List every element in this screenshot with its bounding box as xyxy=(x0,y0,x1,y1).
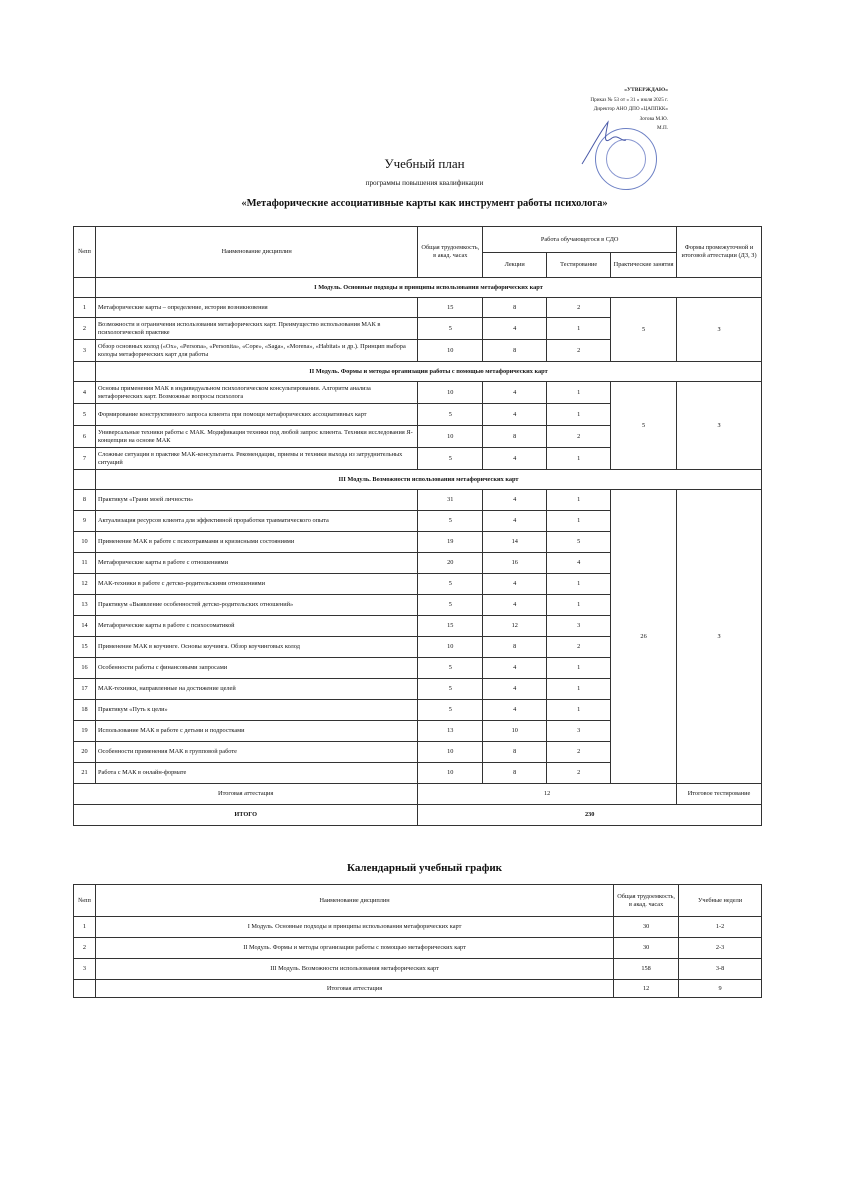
cal-row-weeks: 1-2 xyxy=(679,917,762,938)
row-name: Универсальные техники работы с МАК. Модификация техники под любой запрос клиента. Техники исследования Я-концепции на основе МАК xyxy=(95,426,417,448)
row-name: Работа с МАК в онлайн-формате xyxy=(95,763,417,784)
row-lectures: 4 xyxy=(483,490,547,511)
row-num: 9 xyxy=(74,511,96,532)
row-name: Возможности и ограничения использования метафорических карт. Преимущество использования МАК в психологической практике xyxy=(95,318,417,340)
row-num: 17 xyxy=(74,679,96,700)
row-lectures: 12 xyxy=(483,616,547,637)
cal-col-total: Общая трудоемкость, в акад. часах xyxy=(614,885,679,917)
row-total: 31 xyxy=(418,490,483,511)
row-lectures: 16 xyxy=(483,553,547,574)
row-testing: 2 xyxy=(547,742,611,763)
col-forms: Формы промежуточной и итоговой аттестации (ДЗ, З) xyxy=(677,227,762,278)
row-num: 14 xyxy=(74,616,96,637)
module-practice: 5 xyxy=(611,298,677,362)
row-testing: 1 xyxy=(547,490,611,511)
row-num: 6 xyxy=(74,426,96,448)
page-title: Учебный план xyxy=(384,156,465,171)
cal-row-name: Итоговая аттестация xyxy=(95,980,613,998)
row-testing: 1 xyxy=(547,318,611,340)
row-num: 19 xyxy=(74,721,96,742)
row-num: 12 xyxy=(74,574,96,595)
row-num: 18 xyxy=(74,700,96,721)
cal-row-num: 1 xyxy=(74,917,96,938)
row-lectures: 8 xyxy=(483,763,547,784)
row-num: 11 xyxy=(74,553,96,574)
row-lectures: 8 xyxy=(483,426,547,448)
row-num: 5 xyxy=(74,404,96,426)
col-lectures: Лекции xyxy=(483,253,547,278)
row-name: Практикум «Выявление особенностей детско-родительских отношений» xyxy=(95,595,417,616)
module-practice: 26 xyxy=(611,490,677,784)
row-testing: 2 xyxy=(547,426,611,448)
row-total: 10 xyxy=(418,340,483,362)
cal-row-name: III Модуль. Возможности использования метафорических карт xyxy=(95,959,613,980)
row-lectures: 10 xyxy=(483,721,547,742)
cal-row-total: 12 xyxy=(614,980,679,998)
col-testing: Тестирование xyxy=(547,253,611,278)
row-testing: 1 xyxy=(547,700,611,721)
cal-col-weeks: Учебные недели xyxy=(679,885,762,917)
row-testing: 1 xyxy=(547,511,611,532)
final-form: Итоговое тестирование xyxy=(677,784,762,805)
row-testing: 2 xyxy=(547,340,611,362)
row-testing: 2 xyxy=(547,763,611,784)
col-practice: Практические занятия xyxy=(611,253,677,278)
row-lectures: 4 xyxy=(483,700,547,721)
row-name: Метафорические карты в работе с психосоматикой xyxy=(95,616,417,637)
final-hours: 12 xyxy=(418,784,677,805)
row-total: 5 xyxy=(418,700,483,721)
row-testing: 3 xyxy=(547,721,611,742)
col-num: №пп xyxy=(74,227,96,278)
row-name: Применение МАК в коучинге. Основы коучинга. Обзор коучинговых колод xyxy=(95,637,417,658)
cal-col-name: Наименование дисциплин xyxy=(95,885,613,917)
cal-row-num xyxy=(74,980,96,998)
cal-row-weeks: 3-8 xyxy=(679,959,762,980)
row-total: 20 xyxy=(418,553,483,574)
approval-name: Зотова М.Ю. xyxy=(639,115,668,122)
row-lectures: 4 xyxy=(483,382,547,404)
row-num: 10 xyxy=(74,532,96,553)
row-total: 5 xyxy=(418,658,483,679)
row-num: 21 xyxy=(74,763,96,784)
module-form: З xyxy=(677,382,762,470)
module-title: I Модуль. Основные подходы и принципы использования метафорических карт xyxy=(95,278,761,298)
curriculum-table xyxy=(73,226,762,826)
row-total: 10 xyxy=(418,382,483,404)
row-testing: 1 xyxy=(547,404,611,426)
row-total: 15 xyxy=(418,616,483,637)
row-num: 4 xyxy=(74,382,96,404)
final-label: Итоговая аттестация xyxy=(74,784,418,805)
cal-row-total: 158 xyxy=(614,959,679,980)
total-label: ИТОГО xyxy=(74,805,418,826)
row-num: 20 xyxy=(74,742,96,763)
row-name: Метафорические карты в работе с отношениями xyxy=(95,553,417,574)
row-lectures: 4 xyxy=(483,574,547,595)
row-lectures: 8 xyxy=(483,298,547,318)
row-testing: 1 xyxy=(547,658,611,679)
cal-row-weeks: 9 xyxy=(679,980,762,998)
row-num: 7 xyxy=(74,448,96,470)
row-testing: 5 xyxy=(547,532,611,553)
row-num: 16 xyxy=(74,658,96,679)
row-testing: 4 xyxy=(547,553,611,574)
row-lectures: 4 xyxy=(483,448,547,470)
cal-row-num: 3 xyxy=(74,959,96,980)
program-title: «Метафорические ассоциативные карты как инструмент работы психолога» xyxy=(241,198,608,209)
row-name: МАК-техники, направленные на достижение целей xyxy=(95,679,417,700)
row-num: 8 xyxy=(74,490,96,511)
row-testing: 2 xyxy=(547,637,611,658)
row-total: 10 xyxy=(418,763,483,784)
row-lectures: 8 xyxy=(483,340,547,362)
row-name: Актуализация ресурсов клиента для эффективной проработки травматического опыта xyxy=(95,511,417,532)
row-total: 19 xyxy=(418,532,483,553)
row-num: 13 xyxy=(74,595,96,616)
row-lectures: 4 xyxy=(483,511,547,532)
row-lectures: 8 xyxy=(483,637,547,658)
row-lectures: 4 xyxy=(483,318,547,340)
row-name: Особенности работы с финансовыми запросами xyxy=(95,658,417,679)
cal-row-weeks: 2-3 xyxy=(679,938,762,959)
col-total: Общая трудоемкость, в акад. часах xyxy=(418,227,483,278)
col-work: Работа обучающегося в СДО xyxy=(483,227,677,253)
approval-seal: М.П. xyxy=(657,125,668,132)
row-num: 2 xyxy=(74,318,96,340)
cal-row-name: I Модуль. Основные подходы и принципы использования метафорических карт xyxy=(95,917,613,938)
row-testing: 3 xyxy=(547,616,611,637)
cal-row-total: 30 xyxy=(614,938,679,959)
row-lectures: 4 xyxy=(483,679,547,700)
col-name: Наименование дисциплин xyxy=(95,227,417,278)
approval-title: «УТВЕРЖДАЮ» xyxy=(624,87,668,93)
row-name: Основы применения МАК в индивидуальном психологическом консультировании. Алгоритм анализа метафорических карт. Возможные вопросы психолога xyxy=(95,382,417,404)
total-hours: 230 xyxy=(418,805,762,826)
row-testing: 1 xyxy=(547,574,611,595)
cal-row-name: II Модуль. Формы и методы организации работы с помощью метафорических карт xyxy=(95,938,613,959)
approval-order: Приказ № 53 от « 31 » июля 2025 г. xyxy=(590,96,668,103)
row-name: Практикум «Путь к цели» xyxy=(95,700,417,721)
row-total: 10 xyxy=(418,426,483,448)
row-name: Формирование конструктивного запроса клиента при помощи метафорических ассоциативных карт xyxy=(95,404,417,426)
row-lectures: 14 xyxy=(483,532,547,553)
row-lectures: 4 xyxy=(483,658,547,679)
row-total: 5 xyxy=(418,574,483,595)
row-name: Особенности применения МАК в групповой работе xyxy=(95,742,417,763)
row-num: 1 xyxy=(74,298,96,318)
approval-director: Директор АНО ДПО «ЦАППКК» xyxy=(593,106,668,113)
row-testing: 1 xyxy=(547,448,611,470)
module-title: III Модуль. Возможности использования метафорических карт xyxy=(95,470,761,490)
module-form: З xyxy=(677,490,762,784)
row-testing: 1 xyxy=(547,679,611,700)
row-name: Метафорические карты – определение, история возникновения xyxy=(95,298,417,318)
row-total: 10 xyxy=(418,637,483,658)
row-total: 5 xyxy=(418,318,483,340)
row-name: Применение МАК в работе с психотравмами и кризисными состояниями xyxy=(95,532,417,553)
row-testing: 1 xyxy=(547,382,611,404)
row-total: 5 xyxy=(418,448,483,470)
cal-row-num: 2 xyxy=(74,938,96,959)
module-practice: 5 xyxy=(611,382,677,470)
row-total: 10 xyxy=(418,742,483,763)
row-total: 5 xyxy=(418,595,483,616)
cal-row-total: 30 xyxy=(614,917,679,938)
row-num: 3 xyxy=(74,340,96,362)
row-name: Сложные ситуации в практике МАК-консультанта. Рекомендации, приемы и техники выхода из затруднительных ситуаций xyxy=(95,448,417,470)
calendar-table xyxy=(73,884,762,998)
row-name: Обзор основных колод («Ох», «Persona», «Personita», «Cope», «Saga», «Morena», «Habitat» и др.). Принцип выбора колоды метафорических карт для работы xyxy=(95,340,417,362)
row-name: МАК-техники в работе с детско-родительскими отношениями xyxy=(95,574,417,595)
module-form: З xyxy=(677,298,762,362)
cal-col-num: №пп xyxy=(74,885,96,917)
row-total: 5 xyxy=(418,679,483,700)
row-testing: 1 xyxy=(547,595,611,616)
row-total: 15 xyxy=(418,298,483,318)
page-subtitle: программы повышения квалификации xyxy=(365,179,484,187)
calendar-title: Календарный учебный график xyxy=(346,862,502,874)
row-total: 13 xyxy=(418,721,483,742)
row-lectures: 4 xyxy=(483,595,547,616)
row-total: 5 xyxy=(418,404,483,426)
row-name: Практикум «Грани моей личности» xyxy=(95,490,417,511)
row-name: Использование МАК в работе с детьми и подростками xyxy=(95,721,417,742)
row-lectures: 8 xyxy=(483,742,547,763)
row-total: 5 xyxy=(418,511,483,532)
row-testing: 2 xyxy=(547,298,611,318)
row-lectures: 4 xyxy=(483,404,547,426)
row-num: 15 xyxy=(74,637,96,658)
module-title: II Модуль. Формы и методы организации работы с помощью метафорических карт xyxy=(95,362,761,382)
